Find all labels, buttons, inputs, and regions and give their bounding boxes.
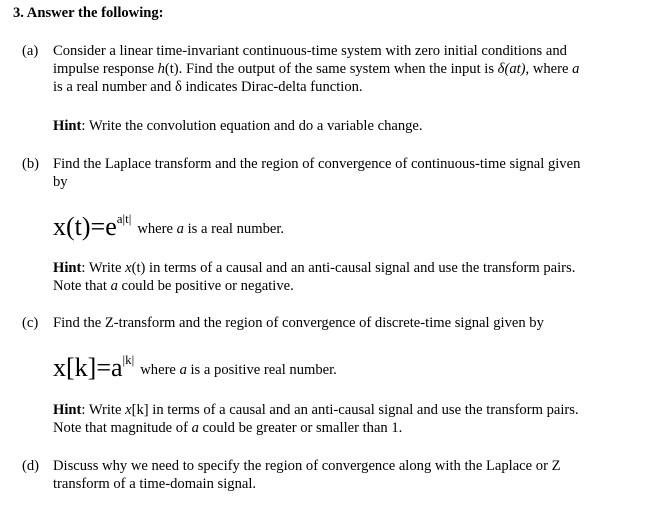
part-b-equation-note: where a is a real number. [137, 221, 285, 237]
part-a-line-3: is a real number and δ indicates Dirac-delta function. [53, 79, 363, 95]
part-b-hint: Hint: Write x(t) in terms of a causal and an anti-causal signal and use the transform pairs. [53, 260, 576, 276]
part-c-equation [53, 347, 337, 383]
question-heading: 3. Answer the following: [13, 5, 164, 21]
part-b-line-1: Find the Laplace transform and the region of convergence of continuous-time signal given [53, 156, 581, 172]
part-a-line-2: impulse response h(t). Find the output of the same system when the input is δ(at), where a [53, 61, 580, 77]
part-c-equation-main: x[k]=a [53, 353, 123, 382]
part-b-equation-main: x(t)=e [53, 212, 117, 241]
part-b-hint-line-2: Note that a could be positive or negative. [53, 278, 294, 294]
part-d-line-2: transform of a time-domain signal. [53, 476, 257, 492]
part-a-hint: Hint: Write the convolution equation and do a variable change. [53, 118, 423, 134]
part-c-line-1: Find the Z-transform and the region of convergence of discrete-time signal given by [53, 315, 544, 331]
part-b-equation [53, 206, 284, 242]
part-b-equation-exponent: a|t| [116, 211, 132, 226]
part-c-label: (c) [22, 315, 39, 331]
part-c-hint-line-2: Note that magnitude of a could be greater or smaller than 1. [53, 420, 403, 436]
part-b-line-2: by [53, 174, 68, 190]
part-d-label: (d) [22, 458, 40, 474]
part-d-line-1: Discuss why we need to specify the region of convergence along with the Laplace or Z [53, 458, 561, 474]
part-c-equation-exponent: |k| [122, 352, 135, 367]
part-c-equation-note: where a is a positive real number. [140, 362, 337, 378]
part-a-line-1: Consider a linear time-invariant continuous-time system with zero initial conditions and [53, 43, 567, 59]
part-a-label: (a) [22, 43, 39, 59]
part-c-hint: Hint: Write x[k] in terms of a causal and an anti-causal signal and use the transform pairs. [53, 402, 579, 418]
part-b-label: (b) [22, 156, 40, 172]
